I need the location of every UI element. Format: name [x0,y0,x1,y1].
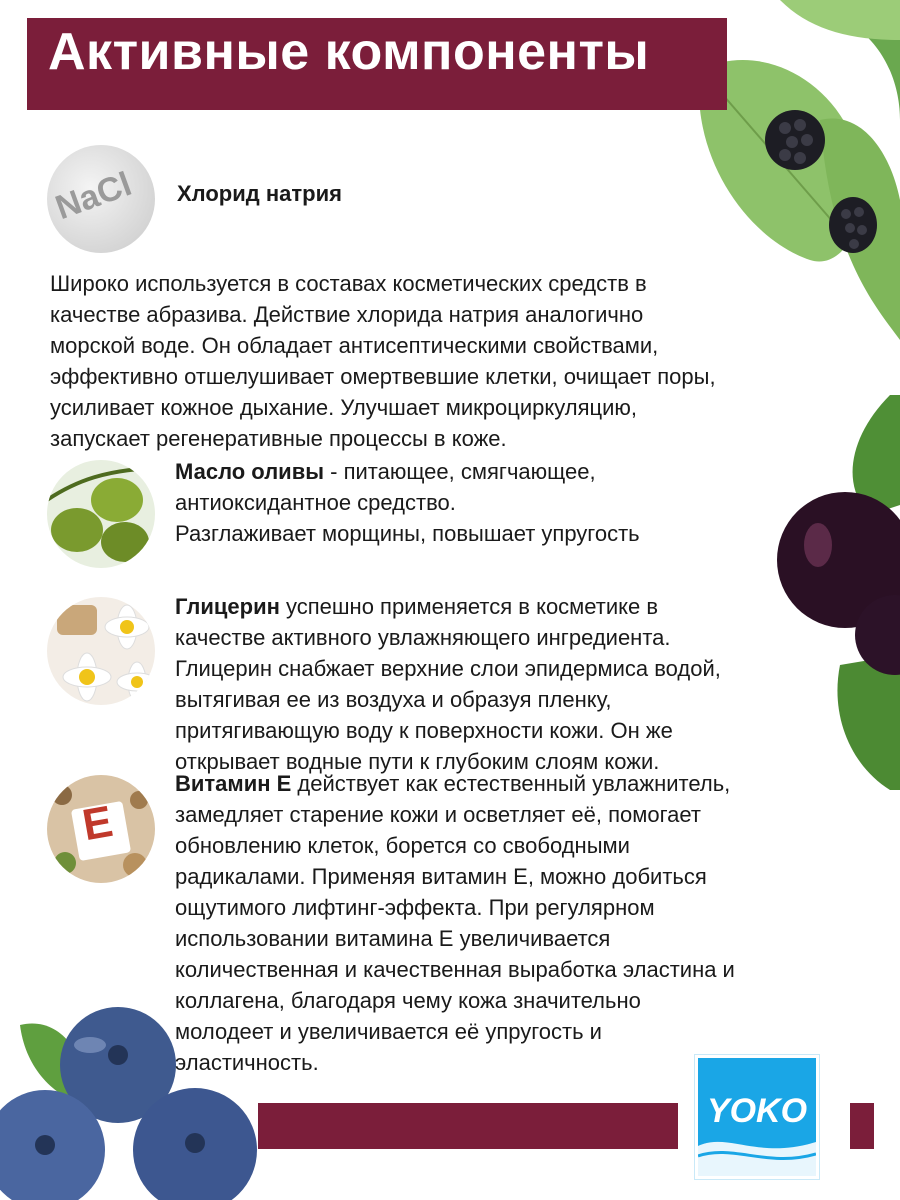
glycerin-line: открывает водные пути к глубоким слоям кожи. [175,749,660,774]
olive-line: Разглаживает морщины, повышает упругость [175,521,640,546]
glycerin-first-line [175,591,721,622]
blackberry-fruit-2 [829,197,877,253]
olive-title: Масло оливы [175,459,325,484]
vitamin-line: молодеет и увеличивается её упругость и [175,1019,602,1044]
sodium-title: Хлорид натрия [177,181,342,206]
vitamin-line: обновлению клеток, борется со свободными [175,833,630,858]
vitamin-line: эластичность. [175,1050,319,1075]
sodium-line: качестве абразива. Действие хлорида натрия аналогично [50,302,644,327]
nacl-badge-text: NaCl [50,164,137,228]
vitamin-first-rest: действует как естественный увлажнитель, [291,771,731,796]
sodium-line: эффективно отшелушивает омертвевшие клетки, очищает поры, [50,364,716,389]
page-title: Активные компоненты [48,23,650,81]
sodium-line: запускает регенеративные процессы в коже. [50,426,507,451]
vitamin-title: Витамин Е [175,771,292,796]
glycerin-first-rest: успешно применяется в косметике в [279,594,659,619]
glycerin-description [175,591,721,777]
olive-first-rest: - питающее, смягчающее, [324,459,596,484]
vitamin-e-icon [47,775,155,883]
acai-berries-decoration [770,395,900,795]
olive-description [175,456,640,549]
glycerin-line: Глицерин снабжает верхние слои эпидермиса водой, [175,656,721,681]
vitamin-e-badge-text: E [78,796,117,851]
olive-first-line [175,456,640,487]
olive-drawing [47,460,155,568]
brand-logo [695,1055,819,1179]
salt-nacl-icon [47,145,155,253]
vitamin-line: замедляет старение кожи и осветляет её, помогает [175,802,701,827]
sodium-description [50,268,716,454]
vitamin-line: коллагена, благодаря чему кожа значительно [175,988,641,1013]
footer-bar [258,1103,678,1149]
olive-line: антиоксидантное средство. [175,490,456,515]
vitamin-description [175,768,735,1078]
blackberry-fruit [765,110,825,170]
olive-icon [47,460,155,568]
glycerin-title: Глицерин [175,594,280,619]
glycerin-line: вытягивая ее из воздуха и образуя пленку, [175,687,612,712]
chamomile-drawing [47,597,155,705]
vitamin-first-line [175,768,735,799]
chamomile-icon [47,597,155,705]
vitamin-line: радикалами. Применяя витамин Е, можно добиться [175,864,707,889]
sodium-line: Широко используется в составах косметических средств в [50,271,647,296]
vitamin-line: количественная и качественная выработка эластина и [175,957,735,982]
sodium-line: усиливает кожное дыхание. Улучшает микроциркуляцию, [50,395,638,420]
brand-logo-text: YOKO [706,1092,808,1130]
sodium-line: морской воде. Он обладает антисептическими свойствами, [50,333,659,358]
glycerin-line: притягивающую воду к поверхности кожи. Он же [175,718,673,743]
vitamin-line: ощутимого лифтинг-эффекта. При регулярном [175,895,655,920]
vitamin-line: использовании витамина Е увеличивается [175,926,611,951]
glycerin-line: качестве активного увлажняющего ингредиента. [175,625,671,650]
footer-bar-right [850,1103,874,1149]
